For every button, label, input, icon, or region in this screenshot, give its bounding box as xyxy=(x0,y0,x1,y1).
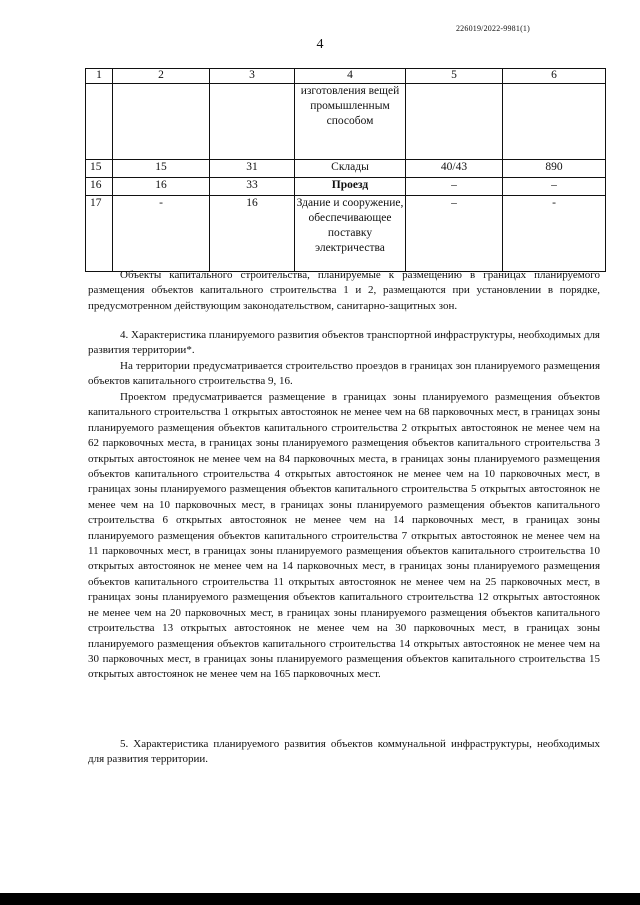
column-header: 2 xyxy=(113,69,210,84)
section-heading-transport: 4. Характеристика планируемого развития объектов транспортной инфраструктуры, необходимых для развития территории*. xyxy=(88,329,600,357)
scan-border xyxy=(0,893,640,905)
paragraph-sanitary-zones: Объекты капитального строительства, планируемые к размещению в границах планируемого размещения объектов капитального строительства 1 и 2, размещаются при установлении в порядке, предусмотренном действующим законодательством, санитарно-защитных зон. xyxy=(88,269,600,312)
table-cell: изготовления вещей промышленным способом xyxy=(295,84,406,160)
table-cell: 890 xyxy=(503,160,606,178)
table-cell: - xyxy=(503,196,606,272)
table-cell: 40/43 xyxy=(406,160,503,178)
column-header: 3 xyxy=(210,69,295,84)
table-cell: Здание и сооружение, обеспечивающее поставку электричества xyxy=(295,196,406,272)
paragraph-driveways: На территории предусматривается строительство проездов в границах зон планируемого размещения объектов капитального строительства 9, 16. xyxy=(88,360,600,388)
table-cell: – xyxy=(406,196,503,272)
column-header: 4 xyxy=(295,69,406,84)
table-cell: 15 xyxy=(113,160,210,178)
table-cell xyxy=(210,84,295,160)
table-cell: Проезд xyxy=(295,178,406,196)
table-cell: – xyxy=(406,178,503,196)
table-cell: Склады xyxy=(295,160,406,178)
document-id: 226019/2022-9981(1) xyxy=(455,24,530,33)
table-row xyxy=(86,196,606,272)
table-cell: 16 xyxy=(113,178,210,196)
table-cell: 15 xyxy=(86,160,113,178)
column-header: 5 xyxy=(406,69,503,84)
table-cell xyxy=(406,84,503,160)
table-cell: 16 xyxy=(86,178,113,196)
table-cell: – xyxy=(503,178,606,196)
table-row xyxy=(86,84,606,160)
page-number: 4 xyxy=(316,37,324,52)
paragraph-parking: Проектом предусматривается размещение в границах зоны планируемого размещения объектов капитального строительства 1 открытых автостоянок не менее чем на 68 парковочных мест, в границах зоны планируемого размещения объектов капитального строительства 2 открытых автостоянок не менее чем на 62 парковочных места, в границах зоны планируемого размещения объектов капитального строительства 3 открытых автостоянок не менее чем на 84 парковочных места, в границах зоны планируемого размещения объектов капитального строительства 4 открытых автостоянок не менее чем на 10 парковочных мест, в границах зоны планируемого размещения объектов капитального строительства 5 открытых автостоянок не менее чем на 10 парковочных мест, в границах зоны планируемого размещения объектов капитального строительства 6 открытых автостоянок не менее чем на 14 парковочных мест, в границах зоны планируемого размещения объектов капитального строительства 7 открытых автостоянок не менее чем на 11 парковочных мест, в границах зоны планируемого размещения объектов капитального строительства 10 открытых автостоянок не менее чем на 14 парковочных мест, в границах зоны планируемого размещения объектов капитального строительства 11 открытых автостоянок не менее чем на 25 парковочных мест, в границах зоны планируемого размещения объектов капитального строительства 12 открытых автостоянок не менее чем на 20 парковочных мест, в границах зоны планируемого размещения объектов капитального строительства 13 открытых автостоянок не менее чем на 30 парковочных мест, в границах зоны планируемого размещения объектов капитального строительства 14 открытых автостоянок не менее чем на 30 парковочных мест, в границах зоны планируемого размещения объектов капитального строительства 15 открытых автостоянок не менее чем на 165 парковочных мест. xyxy=(88,391,600,681)
table-cell xyxy=(113,84,210,160)
table-row xyxy=(86,160,606,178)
table-cell: 16 xyxy=(210,196,295,272)
table-header-row xyxy=(86,69,606,84)
table-row xyxy=(86,178,606,196)
column-header: 6 xyxy=(503,69,606,84)
column-header: 1 xyxy=(86,69,113,84)
table-cell: 33 xyxy=(210,178,295,196)
section-heading-utilities: 5. Характеристика планируемого развития объектов коммунальной инфраструктуры, необходимых для развития территории. xyxy=(88,738,600,766)
table-cell: 31 xyxy=(210,160,295,178)
table-cell xyxy=(503,84,606,160)
data-table xyxy=(85,68,606,272)
table-cell: - xyxy=(113,196,210,272)
table-cell: 17 xyxy=(86,196,113,272)
table-cell xyxy=(86,84,113,160)
